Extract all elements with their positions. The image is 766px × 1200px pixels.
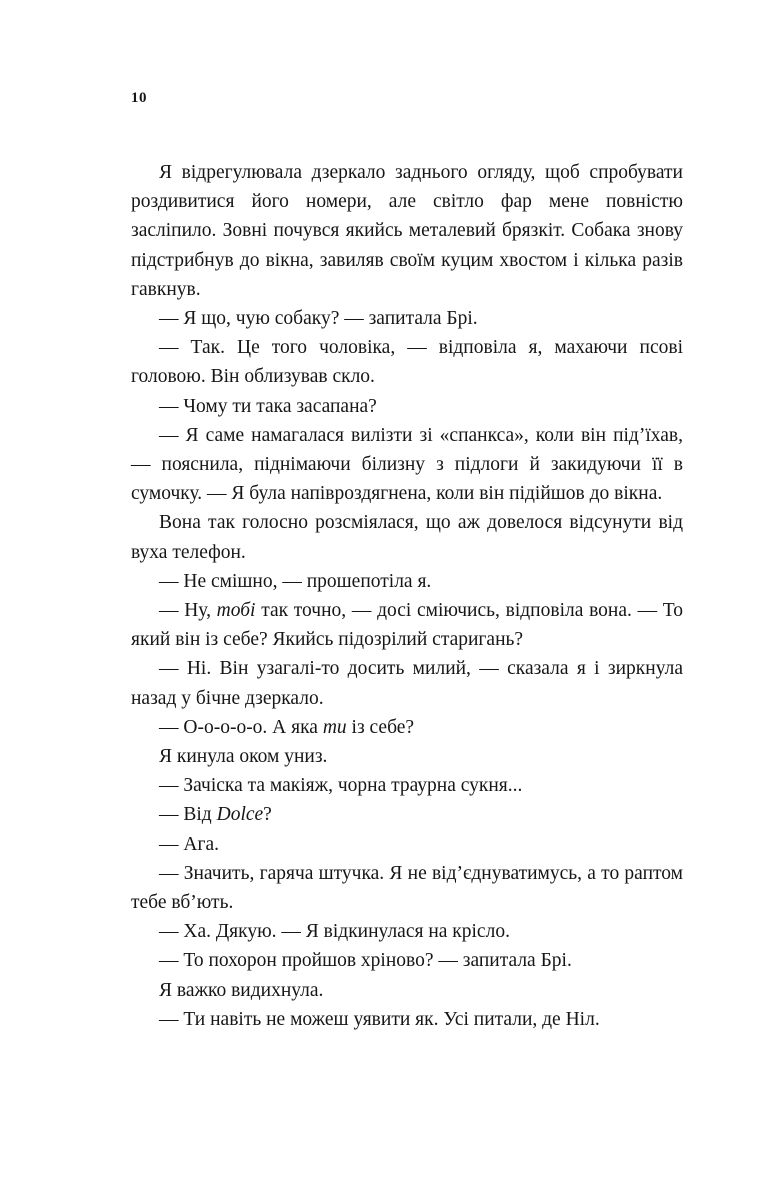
text-run: — Не смішно, — прошепотіла я. — [159, 570, 432, 592]
text-run: — Я саме намагалася вилізти зі «спанкса», коли він під’їхав, — пояснила, піднімаючи білизну з підлоги й закидуючи її в сумочку. — Я була напівроздягнена, коли він підійшов до вікна. — [131, 424, 683, 505]
paragraph — [131, 771, 683, 800]
text-run: — Ні. Він узагалі-то досить милий, — сказала я і зиркнула назад у бічне дзеркало. — [131, 658, 683, 709]
text-run: так точно, — досі сміючись, відповіла вона. — То який він із себе? Якийсь підозрілий старигань? — [131, 600, 683, 651]
text-run: ? — [263, 804, 272, 826]
text-run: Я кинула оком униз. — [159, 746, 328, 768]
text-run: — Від — [159, 804, 217, 826]
paragraph — [131, 1005, 683, 1034]
paragraph — [131, 976, 683, 1005]
paragraph — [131, 567, 683, 596]
paragraph — [131, 596, 683, 654]
paragraph — [131, 946, 683, 975]
paragraph — [131, 333, 683, 391]
paragraph — [131, 800, 683, 829]
text-run: — Зачіска та макіяж, чорна траурна сукня... — [159, 775, 523, 797]
paragraph — [131, 158, 683, 304]
text-run: Я важко видихнула. — [159, 979, 324, 1001]
text-run: — Ага. — [159, 833, 219, 855]
italic-text-run: ти — [322, 716, 347, 738]
italic-text-run: Dolce — [216, 804, 264, 826]
paragraph — [131, 508, 683, 566]
text-run: — О-о-о-о-о. А яка — [159, 716, 323, 738]
paragraph — [131, 392, 683, 421]
paragraph — [131, 917, 683, 946]
paragraph — [131, 304, 683, 333]
paragraph — [131, 859, 683, 917]
paragraph — [131, 742, 683, 771]
paragraph — [131, 654, 683, 712]
text-run: — То похорон пройшов хріново? — запитала Брі. — [159, 950, 572, 972]
text-run: — Так. Це того чоловіка, — відповіла я, махаючи псові головою. Він облизував скло. — [131, 337, 683, 388]
paragraph — [131, 713, 683, 742]
text-run: — Чому ти така засапана? — [159, 395, 377, 417]
text-run: — Ти навіть не можеш уявити як. Усі питали, де Ніл. — [159, 1008, 600, 1030]
text-run: Я відрегулювала дзеркало заднього огляду, щоб спробувати роздивитися його номери, але світло фар мене повністю засліпило. Зовні почувся якийсь металевий брязкіт. Собака знову підстрибнув до вікна, завиляв своїм куцим хвостом і кілька разів гавкнув. — [131, 162, 683, 300]
paragraph — [131, 421, 683, 509]
text-run: — Я що, чую собаку? — запитала Брі. — [159, 308, 478, 330]
text-run: — Ну, — [159, 600, 217, 622]
paragraph — [131, 830, 683, 859]
page-number: 10 — [131, 90, 147, 106]
italic-text-run: тобі — [216, 600, 256, 622]
page-text — [131, 158, 683, 1034]
text-run: — Значить, гаряча штучка. Я не від’єднуватимусь, а то раптом тебе вб’ють. — [131, 862, 683, 914]
text-run: із себе? — [346, 716, 415, 738]
text-run: Вона так голосно розсміялася, що аж довелося відсунути від вуха телефон. — [131, 512, 683, 563]
text-run: — Ха. Дякую. — Я відкинулася на крісло. — [159, 921, 510, 943]
